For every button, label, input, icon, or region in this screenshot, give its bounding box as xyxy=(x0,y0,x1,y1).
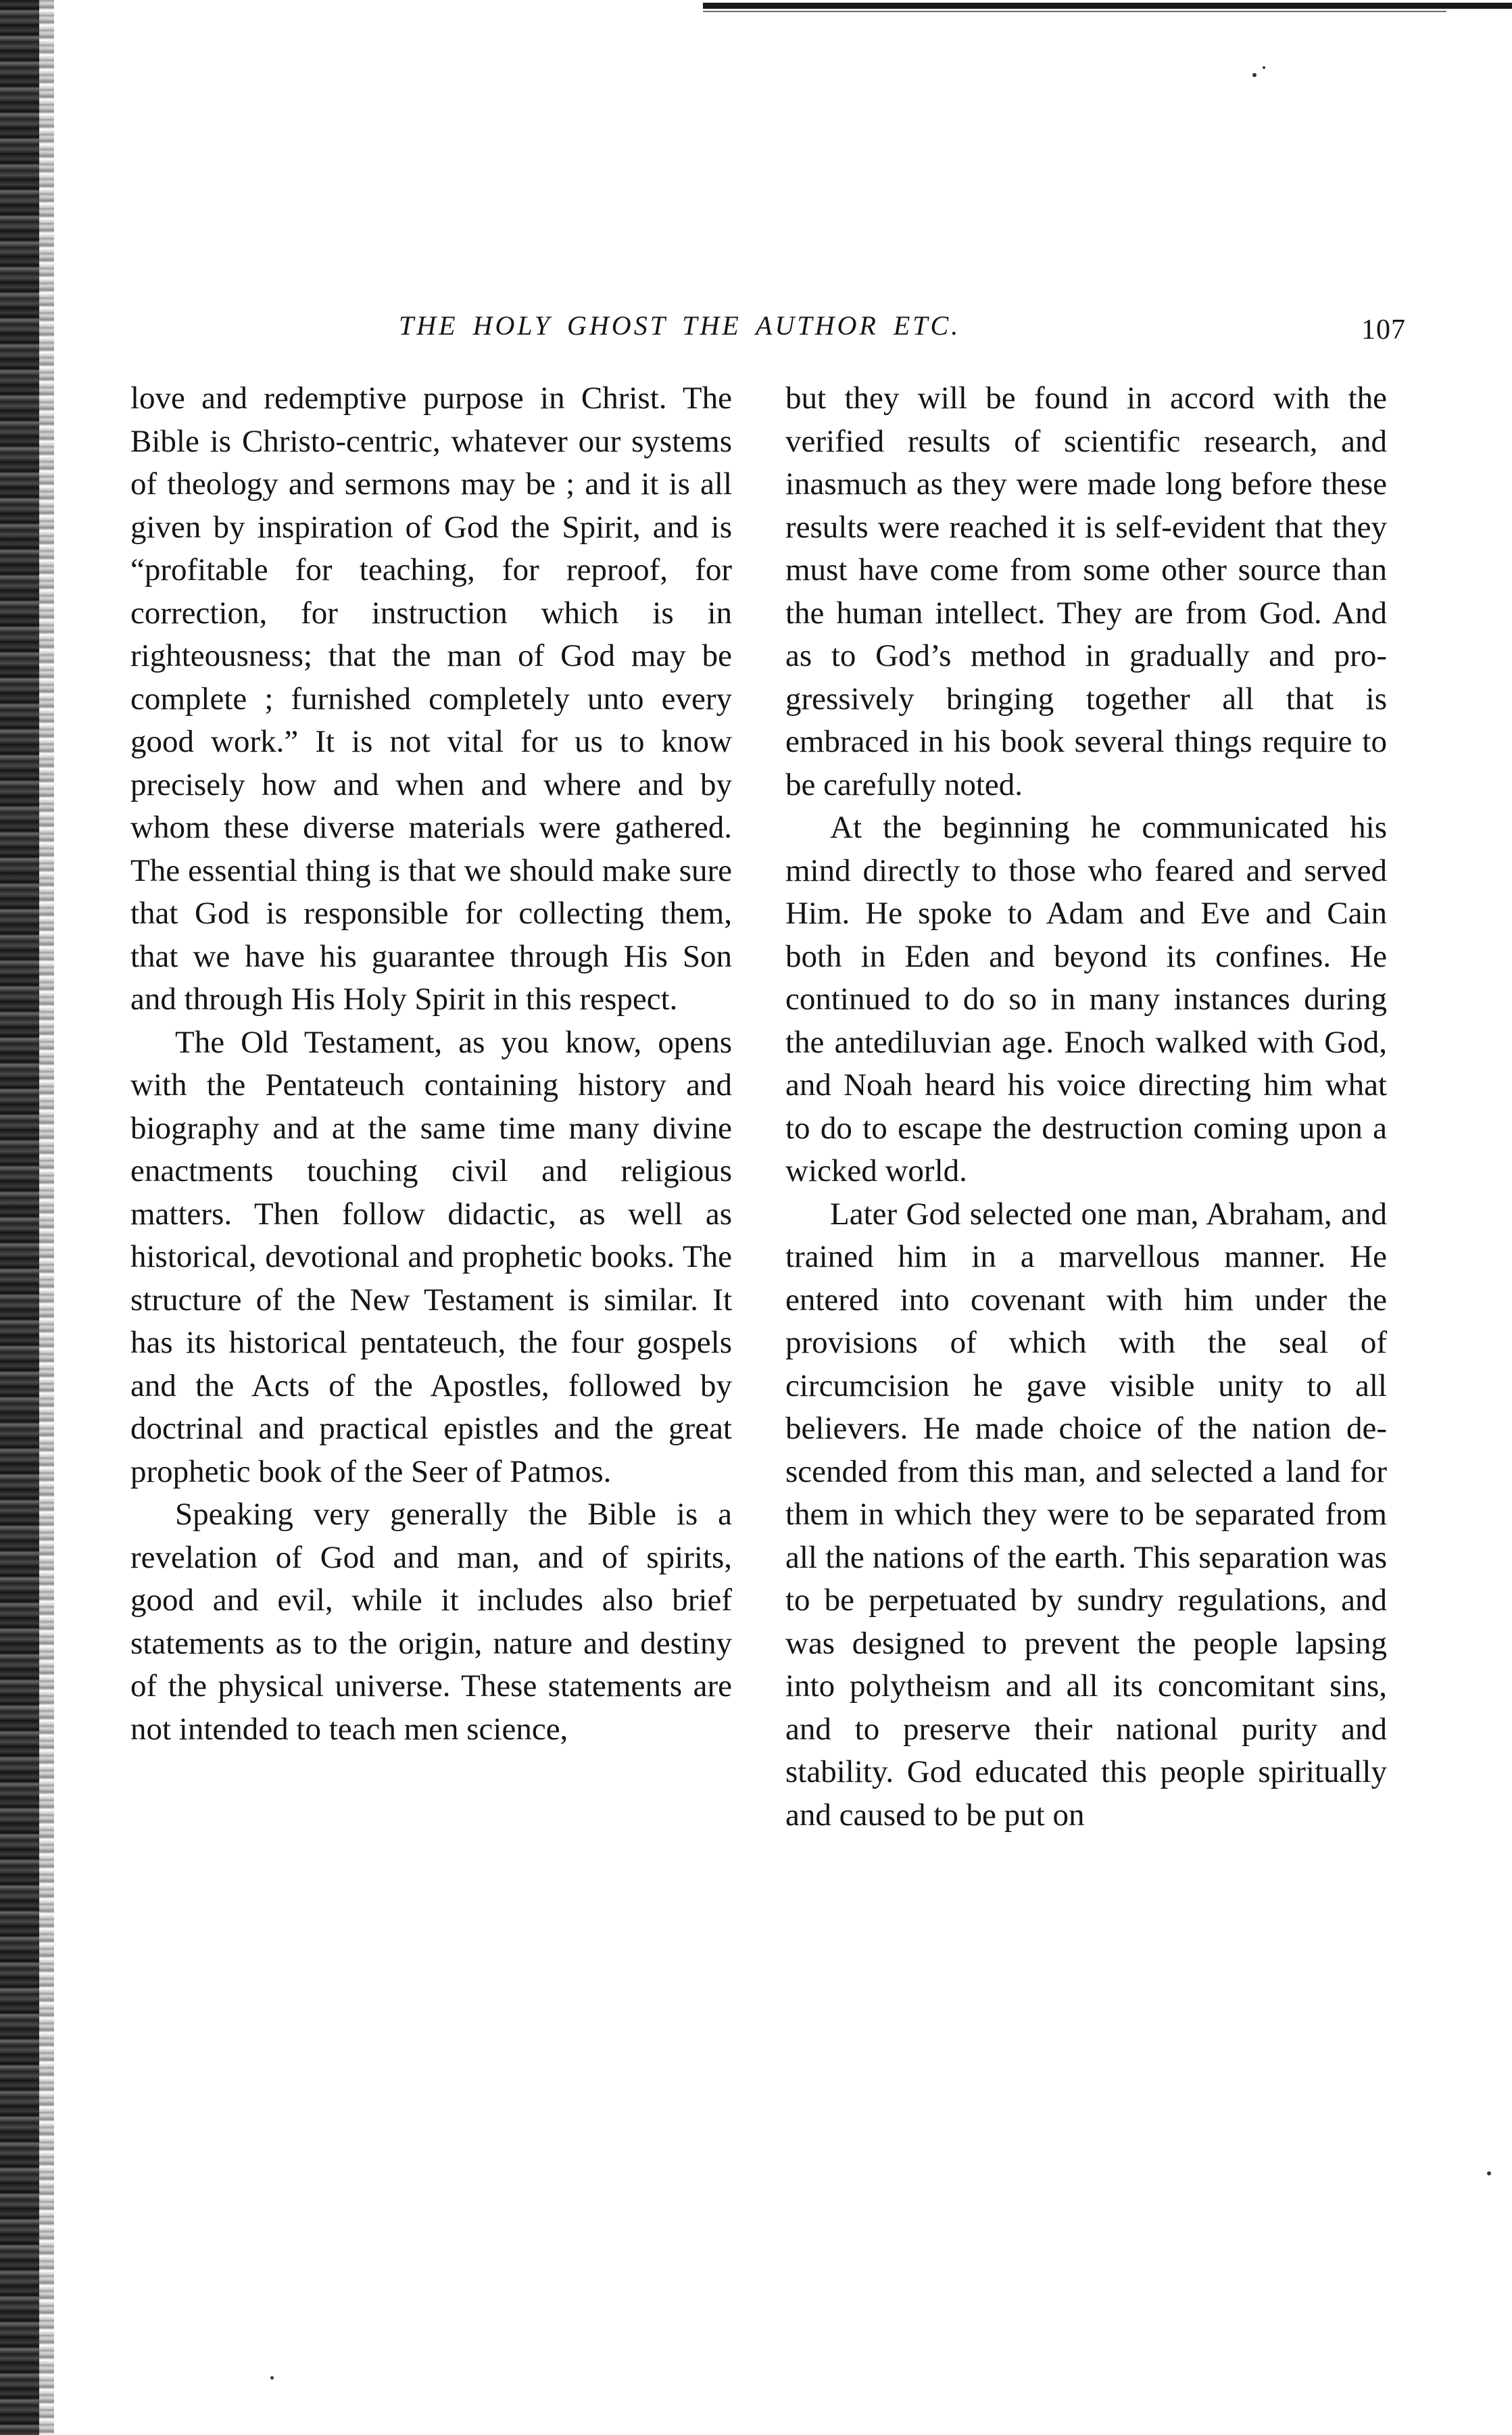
scan-speck xyxy=(1252,73,1257,77)
paragraph: The Old Testament, as you know, opens with the Pentateuch containing history and biography and at the same time many divine enactments touching civil and religious matters. Then follow didactic, as well as historical, devotional and prophetic books. The structure of the New Testament is similar. It has its historical pentateuch, the four gospels and the Acts of the Apostles, followed by doctrinal and practical epistles and the great prophetic book of the Seer of Patmos. xyxy=(130,1024,732,1489)
scan-speck xyxy=(1487,2171,1491,2175)
paragraph: love and redemptive purpose in Christ. The Bible is Christo-centric, whatever our systems of theology and sermons may be ; and it is all given by inspiration of God the Spirit, and is “profitable for teaching, for reproof, for correction, for instruction which is in righteousness; that the man of God may be complete ; furnished completely unto every good work.” It is not vital for us to know precisely how and when and where and by whom these diverse materials were gathered. The essential thing is that we should make sure that God is responsible for collecting them, that we have his guarantee through His Son and through His Holy Spirit in this respect. xyxy=(130,381,732,1017)
paragraph: but they will be found in accord with the verified results of scientific research, and inasmuch as they were made long before these results were reached it is self-evident that they must have come from some other source than the human intellect. They are from God. And as to God’s method in gradually and progressively bringing together all that is embraced in his book several things require to be carefully noted. xyxy=(785,381,1387,802)
left-column xyxy=(130,377,732,1751)
book-spine-edge xyxy=(0,0,54,2435)
scan-speck xyxy=(1263,66,1265,69)
page-header xyxy=(128,310,1406,350)
page-number: 107 xyxy=(1361,314,1406,345)
running-head: THE HOLY GHOST THE AUTHOR ETC. xyxy=(399,310,961,341)
paragraph: Later God selected one man, Abraham, and trained him in a marvellous manner. He entered into covenant with him under the provisions of which with the seal of circumcision he gave visible unity to all believers. He made choice of the nation descended from this man, and selected a land for them in which they were to be separated from all the nations of the earth. This separation was to be perpetuated by sundry regulations, and was designed to prevent the people lapsing into polytheism and all its concomitant sins, and to preserve their national purity and stability. God educated this people spiritually and caused to be put on xyxy=(785,1196,1387,1833)
scan-speck xyxy=(270,2376,274,2380)
paragraph: Speaking very generally the Bible is a revelation of God and man, and of spirits, good and evil, while it includes also brief statements as to the origin, nature and destiny of the physical universe. These statements are not intended to teach men science, xyxy=(130,1497,732,1747)
top-scan-border xyxy=(703,3,1512,9)
right-column xyxy=(785,377,1387,1837)
top-scan-border-thin xyxy=(703,11,1446,12)
paragraph: At the beginning he communicated his mind directly to those who feared and served Him. He spoke to Adam and Eve and Cain both in Eden and beyond its confines. He continued to do so in many instances during the antediluvian age. Enoch walked with God, and Noah heard his voice directing him what to do to escape the destruction coming upon a wicked world. xyxy=(785,810,1387,1188)
